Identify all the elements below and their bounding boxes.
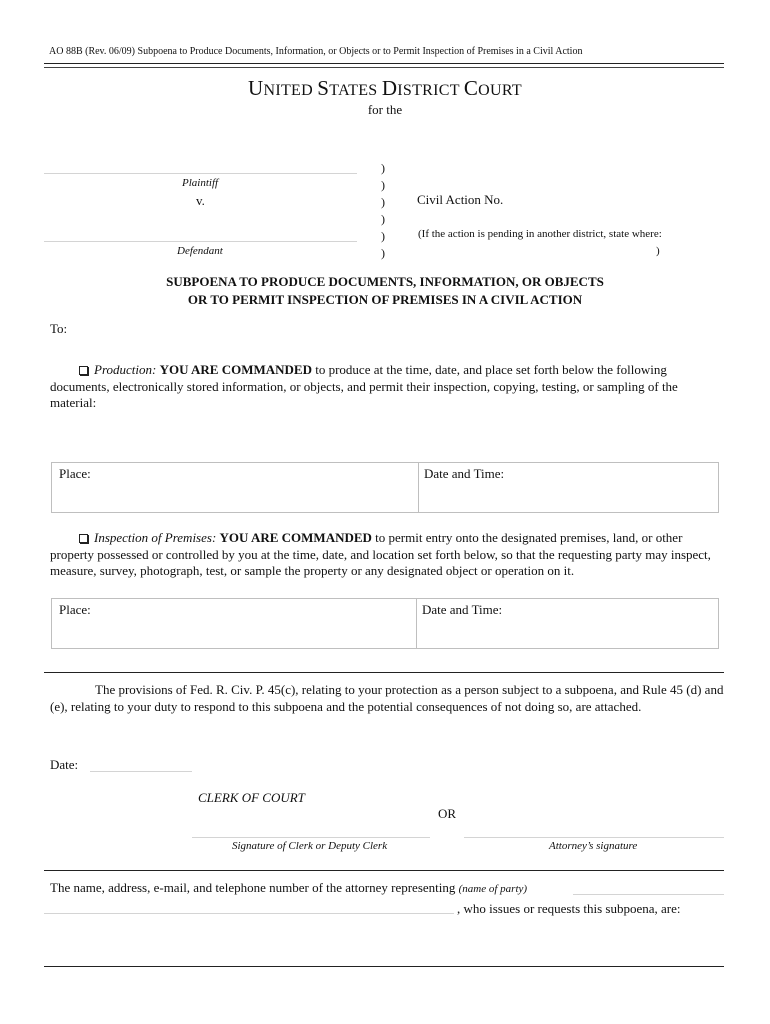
inspection-box-divider (416, 599, 417, 648)
attorney-info-suffix: , who issues or requests this subpoena, are: (457, 901, 681, 916)
civil-action-label: Civil Action No. (417, 192, 504, 207)
section-rule-1 (44, 672, 724, 673)
caption-paren-4: ) (381, 212, 385, 226)
versus-label: v. (196, 193, 205, 208)
inspection-place-label: Place: (59, 602, 91, 617)
header-rule-top (44, 63, 724, 64)
attorney-info-text (50, 880, 527, 896)
court-title-u: U (248, 76, 264, 100)
subpoena-title-line1: SUBPOENA TO PRODUCE DOCUMENTS, INFORMATION, OR OBJECTS (166, 274, 604, 289)
caption-paren-5: ) (381, 229, 385, 243)
inspection-heading: Inspection of Premises: (94, 530, 217, 545)
header-rule-bottom (44, 67, 724, 68)
court-title-s: S (317, 76, 330, 100)
inspection-command: YOU ARE COMMANDED (219, 530, 372, 545)
subpoena-title-line2: OR TO PERMIT INSPECTION OF PREMISES IN A CIVIL ACTION (187, 292, 583, 307)
party-name-field-continued[interactable] (44, 913, 454, 914)
attorney-signature-field[interactable] (464, 837, 724, 838)
caption-paren-2: ) (381, 178, 385, 192)
to-label: To: (50, 321, 68, 336)
clerk-of-court-label: CLERK OF COURT (198, 790, 305, 805)
pending-district-note: (If the action is pending in another district, state where: (418, 228, 662, 240)
inspection-paragraph (50, 530, 726, 580)
court-title (0, 76, 770, 101)
pending-district-close: ) (656, 245, 660, 257)
court-title-istrict: ISTRICT (397, 82, 464, 99)
party-name-field[interactable] (573, 894, 724, 895)
section-rule-3 (44, 966, 724, 967)
court-title-tates: TATES (329, 82, 382, 99)
for-the-label: for the (367, 102, 403, 117)
date-label: Date: (50, 757, 79, 772)
inspection-place-datetime-box (51, 598, 719, 649)
production-place-datetime-box (51, 462, 719, 513)
production-text: to produce at the time, date, and place set forth below the following documents, electronically stored information, or objects, and permit their inspection, copying, testing, or sampling of the material: (50, 362, 678, 410)
clerk-signature-label: Signature of Clerk or Deputy Clerk (232, 840, 388, 852)
plaintiff-field[interactable] (44, 173, 357, 174)
form-identifier: AO 88B (Rev. 06/09) Subpoena to Produce Documents, Information, or Objects or to Permit Inspection of Premises in a Civil Action (49, 46, 583, 57)
court-title-c: C (463, 76, 479, 100)
production-heading: Production: (94, 362, 157, 377)
caption-paren-6: ) (381, 246, 385, 260)
inspection-text: to permit entry onto the designated premises, land, or other property possessed or controlled by you at the time, date, and location set forth below, so that the requesting party may inspect, measure, survey, photograph, test, or sample the property or any designated object or operation on it. (50, 530, 711, 578)
caption-paren-1: ) (381, 161, 385, 175)
production-datetime-label: Date and Time: (424, 466, 505, 481)
defendant-label: Defendant (177, 245, 223, 257)
provisions-paragraph: The provisions of Fed. R. Civ. P. 45(c), relating to your protection as a person subject to a subpoena, and Rule 45 (d) and (e), relating to your duty to respond to this subpoena and the potential consequences of not doing so, are attached. (50, 682, 724, 714)
attorney-info-main: The name, address, e-mail, and telephone number of the attorney representing (50, 880, 456, 895)
or-label: OR (438, 806, 457, 821)
plaintiff-label: Plaintiff (182, 177, 219, 189)
subpoena-title (0, 273, 770, 309)
court-title-nited: NITED (263, 82, 318, 99)
production-paragraph (50, 362, 726, 412)
caption-paren-3: ) (381, 195, 385, 209)
production-command: YOU ARE COMMANDED (159, 362, 312, 377)
party-name-hint: (name of party) (458, 883, 528, 895)
production-checkbox[interactable] (79, 366, 88, 375)
attorney-signature-label: Attorney’s signature (549, 840, 638, 852)
inspection-datetime-label: Date and Time: (422, 602, 503, 617)
section-rule-2 (44, 870, 724, 871)
date-field[interactable] (90, 771, 192, 772)
court-title-d: D (381, 76, 398, 100)
inspection-checkbox[interactable] (79, 534, 88, 543)
defendant-field[interactable] (44, 241, 357, 242)
court-title-ourt: OURT (478, 82, 522, 99)
production-place-label: Place: (59, 466, 91, 481)
clerk-signature-field[interactable] (192, 837, 430, 838)
production-box-divider (418, 463, 419, 512)
